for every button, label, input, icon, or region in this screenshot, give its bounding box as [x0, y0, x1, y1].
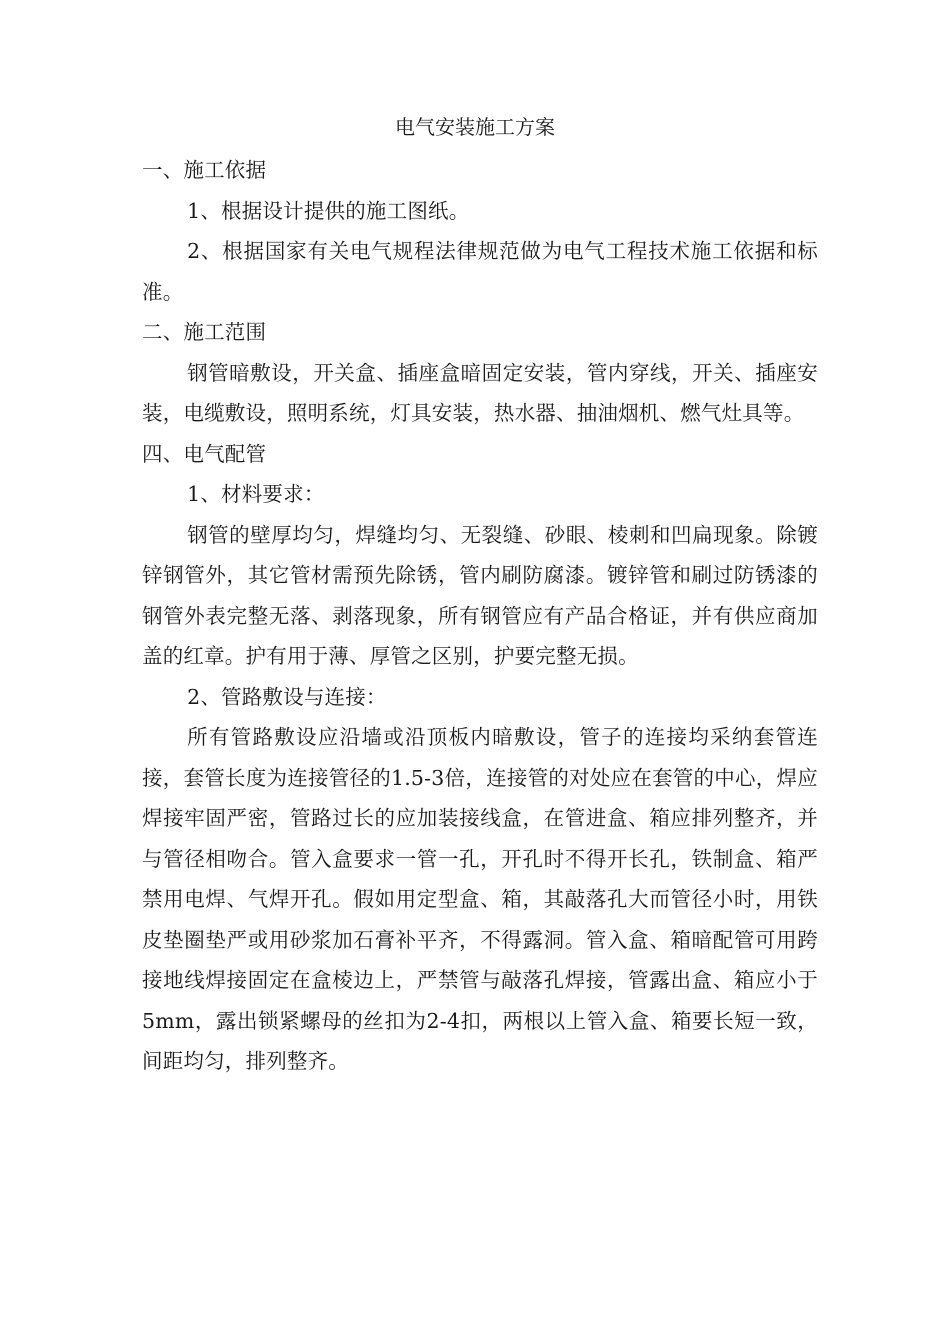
subheading-material-requirements: 1、材料要求： — [187, 482, 325, 506]
paragraph-material-requirements: 钢管的壁厚均匀，焊缝均匀、无裂缝、砂眼、棱刺和凹扁现象。除镀锌钢管外，其它管材需预先除锈，管内刷防腐漆。镀锌管和刷过防锈漆的钢管外表完整无落、剥落现象，所有钢管应有产品合格证，并有供应商加盖的红章。护有用于薄、厚管之区别，护要完整无损。 — [142, 522, 818, 668]
section-heading-scope: 二、施工范围 — [142, 320, 267, 344]
section-heading-basis: 一、施工依据 — [142, 158, 267, 182]
paragraph-basis-1: 1、根据设计提供的施工图纸。 — [187, 198, 470, 223]
paragraph-basis-2: 2、根据国家有关电气规程法律规范做为电气工程技术施工依据和标准。 — [142, 239, 818, 304]
section-heading-conduit: 四、电气配管 — [142, 441, 267, 466]
paragraph-scope: 钢管暗敷设，开关盒、插座盒暗固定安装，管内穿线，开关、插座安装，电缆敷设，照明系统，灯具安装，热水器、抽油烟机、燃气灶具等。 — [142, 360, 818, 425]
subheading-laying-connection: 2、管路敷设与连接： — [187, 684, 387, 709]
document-body — [142, 150, 818, 1082]
document-title: 电气安装施工方案 — [395, 115, 555, 139]
paragraph-laying-connection: 所有管路敷设应沿墙或沿顶板内暗敷设，管子的连接均采纳套管连接，套管长度为连接管径的1.5-3倍，连接管的对处应在套管的中心，焊应焊接牢固严密，管路过长的应加装接线盒，在管进盒、箱应排列整齐，并与管径相吻合。管入盒要求一管一孔，开孔时不得开长孔，铁制盒、箱严禁用电焊、气焊开孔。假如用定型盒、箱，其敲落孔大而管径小时，用铁皮垫圈垫严或用砂浆加石膏补平齐，不得露洞。管入盒、箱暗配管可用跨接地线焊接固定在盒棱边上，严禁管与敲落孔焊接，管露出盒、箱应小于5mm，露出锁紧螺母的丝扣为2-4扣，两根以上管入盒、箱要长短一致，间距均匀，排列整齐。 — [142, 725, 818, 1073]
